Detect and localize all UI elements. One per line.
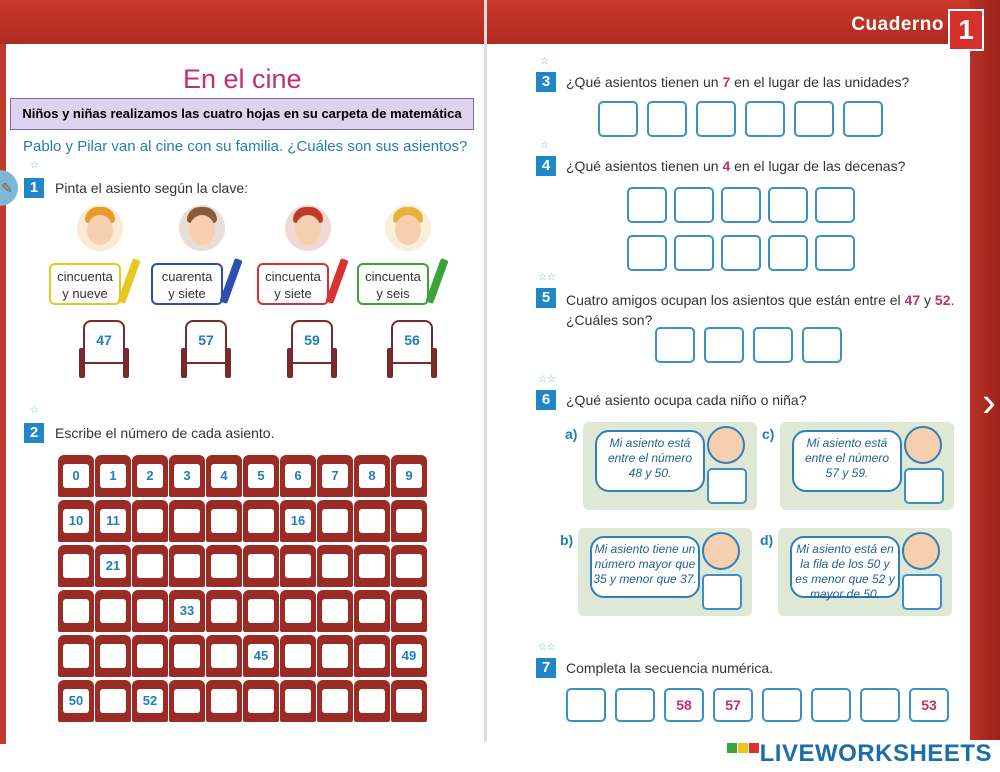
- star-icon: ☆: [30, 405, 39, 416]
- seat-number-box[interactable]: [211, 689, 237, 713]
- page-title: En el cine: [183, 64, 302, 94]
- speech-bubble: Mi asiento tiene un número mayor que 35 y menor que 37.: [590, 536, 700, 598]
- exercise-5-number: 5: [536, 288, 556, 308]
- seat-cell[interactable]: [206, 680, 242, 722]
- seat-cell[interactable]: [354, 545, 390, 587]
- child-face-icon: [904, 426, 942, 464]
- speech-bubble: Mi asiento está entre el número 48 y 50.: [595, 430, 705, 492]
- seat-number-box[interactable]: [137, 599, 163, 623]
- seat-cell[interactable]: [280, 545, 316, 587]
- sequence-box: 53: [909, 688, 949, 722]
- exercise-3-answer-box[interactable]: [696, 101, 736, 137]
- seat-grid: [58, 455, 434, 728]
- seat-number-box[interactable]: [322, 509, 348, 533]
- seat-cell[interactable]: [169, 680, 205, 722]
- seat-cell[interactable]: [243, 680, 279, 722]
- exercise-2-number: 2: [24, 423, 44, 443]
- seat-cell[interactable]: [317, 545, 353, 587]
- seat-cell[interactable]: [317, 680, 353, 722]
- sequence-box[interactable]: [811, 688, 851, 722]
- seat-cell[interactable]: [391, 590, 427, 632]
- pencil-icon: ✎: [0, 170, 18, 206]
- sequence-box[interactable]: [566, 688, 606, 722]
- seat-cell[interactable]: [206, 500, 242, 542]
- seat-number-box: 11: [100, 509, 126, 533]
- child-avatar: [355, 205, 431, 251]
- seat-number-box[interactable]: [174, 689, 200, 713]
- seat-number-box[interactable]: [211, 509, 237, 533]
- speech-panel: [780, 422, 954, 510]
- seat-number-box[interactable]: [248, 554, 274, 578]
- seat-number-box: 5: [248, 464, 274, 488]
- seat-cell: [95, 545, 131, 587]
- seat-number-box: 33: [174, 599, 200, 623]
- seat-number-box: 3: [174, 464, 200, 488]
- seat-number-box: 16: [285, 509, 311, 533]
- exercise-6-number: 6: [536, 390, 556, 410]
- logo-square-icon: [738, 743, 748, 753]
- seat-number-box[interactable]: [396, 689, 422, 713]
- exercise-7-number: 7: [536, 658, 556, 678]
- cuaderno-number: 1: [948, 9, 984, 51]
- seat-cell: [391, 455, 427, 497]
- exercise-4-text: ¿Qué asientos tienen un 4 en el lugar de las decenas?: [566, 158, 906, 174]
- seat-cell[interactable]: [280, 590, 316, 632]
- seat-number-box[interactable]: [248, 599, 274, 623]
- seat-cell[interactable]: [206, 635, 242, 677]
- seat-number-box[interactable]: [359, 509, 385, 533]
- seat-cell[interactable]: [391, 680, 427, 722]
- seat-number-box[interactable]: [359, 689, 385, 713]
- cinema-seat[interactable]: [387, 320, 437, 382]
- seat-number-box: 7: [322, 464, 348, 488]
- sequence-box[interactable]: [615, 688, 655, 722]
- seat-number-box[interactable]: [322, 554, 348, 578]
- seat-number-box[interactable]: [174, 509, 200, 533]
- seat-number-box[interactable]: [100, 644, 126, 668]
- color-key-card: cuarenta y siete: [151, 263, 223, 305]
- exercise-4-answer-box[interactable]: [815, 235, 855, 271]
- speech-panel: [778, 528, 952, 616]
- seat-number-box: 1: [100, 464, 126, 488]
- exercise-6-answer-box[interactable]: [904, 468, 944, 504]
- seat-cell: [132, 680, 168, 722]
- speech-bubble: Mi asiento está en la fila de los 50 y es menor que 52 y mayor de 50.: [790, 536, 900, 598]
- exercise-7-text: Completa la secuencia numérica.: [566, 660, 773, 676]
- exercise-5-answer-box[interactable]: [655, 327, 695, 363]
- seat-number-box[interactable]: [174, 644, 200, 668]
- seat-number-box[interactable]: [359, 644, 385, 668]
- child-avatar: [47, 205, 123, 251]
- stars-icon: ☆☆: [538, 272, 556, 283]
- exercise-3-answer-box[interactable]: [843, 101, 883, 137]
- seat-cell[interactable]: [354, 635, 390, 677]
- seat-cell: [243, 635, 279, 677]
- seat-number: 47: [96, 332, 112, 348]
- exercise-6-text: ¿Qué asiento ocupa cada niño o niña?: [566, 392, 807, 408]
- seat-cell: [280, 500, 316, 542]
- child-face-icon: [702, 532, 740, 570]
- cuaderno-label: Cuaderno: [851, 14, 944, 35]
- seat-cell[interactable]: [280, 680, 316, 722]
- speech-panel: [583, 422, 757, 510]
- seat-cell[interactable]: [317, 590, 353, 632]
- color-key-card: cincuenta y seis: [357, 263, 429, 305]
- exercise-4-number: 4: [536, 156, 556, 176]
- seat-cell: [206, 455, 242, 497]
- seat-cell: [58, 680, 94, 722]
- seat-cell: [169, 590, 205, 632]
- seat-number-box[interactable]: [285, 599, 311, 623]
- exercise-4-answer-box[interactable]: [768, 235, 808, 271]
- exercise-5-text: Cuatro amigos ocupan los asientos que están entre el 47 y 52. ¿Cuáles son?: [566, 292, 955, 328]
- exercise-3-answer-box[interactable]: [647, 101, 687, 137]
- seat-cell: [391, 635, 427, 677]
- child-avatar: [149, 205, 225, 251]
- seat-number-box[interactable]: [322, 599, 348, 623]
- sequence-box[interactable]: [762, 688, 802, 722]
- seat-cell: [243, 455, 279, 497]
- seat-number-box: 21: [100, 554, 126, 578]
- star-icon: ☆: [30, 160, 39, 171]
- intro-text: Pablo y Pilar van al cine con su familia. ¿Cuáles son sus asientos?: [23, 138, 468, 155]
- seat-cell[interactable]: [169, 635, 205, 677]
- seat-cell[interactable]: [58, 635, 94, 677]
- seat-cell[interactable]: [58, 590, 94, 632]
- sequence-box: 57: [713, 688, 753, 722]
- seat-number-box[interactable]: [285, 689, 311, 713]
- seat-number-box[interactable]: [174, 554, 200, 578]
- exercise-6-answer-box[interactable]: [707, 468, 747, 504]
- seat-cell[interactable]: [132, 500, 168, 542]
- seat-cell[interactable]: [132, 545, 168, 587]
- book-spine: [484, 0, 487, 742]
- seat-cell[interactable]: [391, 500, 427, 542]
- star-icon: ☆: [540, 140, 549, 151]
- seat-number-box[interactable]: [248, 689, 274, 713]
- exercise-4-answer-box[interactable]: [627, 235, 667, 271]
- seat-cell: [354, 455, 390, 497]
- stars-icon: ☆☆: [538, 374, 556, 385]
- child-avatar: [255, 205, 331, 251]
- seat-number-box: 50: [63, 689, 89, 713]
- seat-cell: [95, 500, 131, 542]
- child-face-icon: [902, 532, 940, 570]
- cinema-seat[interactable]: [79, 320, 129, 382]
- exercise-4-answer-box[interactable]: [627, 187, 667, 223]
- seat-number-box[interactable]: [137, 554, 163, 578]
- seat-cell[interactable]: [317, 500, 353, 542]
- seat-number: 56: [404, 332, 420, 348]
- seat-number-box[interactable]: [63, 554, 89, 578]
- exercise-3-answer-box[interactable]: [745, 101, 785, 137]
- seat-cell[interactable]: [132, 590, 168, 632]
- seat-number-box[interactable]: [359, 554, 385, 578]
- logo-square-icon: [749, 743, 759, 753]
- exercise-4-answer-box[interactable]: [674, 235, 714, 271]
- seat-number-box[interactable]: [285, 554, 311, 578]
- seat-cell[interactable]: [243, 590, 279, 632]
- seat-cell: [58, 455, 94, 497]
- seat-cell[interactable]: [354, 680, 390, 722]
- seat-cell[interactable]: [169, 500, 205, 542]
- exercise-4-answer-box[interactable]: [721, 235, 761, 271]
- seat-cell[interactable]: [317, 635, 353, 677]
- exercise-1-text: Pinta el asiento según la clave:: [55, 180, 249, 196]
- exercise-3-text: ¿Qué asientos tienen un 7 en el lugar de las unidades?: [566, 74, 910, 90]
- exercise-3-answer-box[interactable]: [794, 101, 834, 137]
- seat-number-box: 45: [248, 644, 274, 668]
- next-page-arrow-icon[interactable]: ›: [982, 378, 996, 425]
- seat-number: 59: [304, 332, 320, 348]
- seat-cell[interactable]: [280, 635, 316, 677]
- seat-number-box[interactable]: [285, 644, 311, 668]
- cinema-seat[interactable]: [181, 320, 231, 382]
- exercise-3-answer-box[interactable]: [598, 101, 638, 137]
- seat-cell[interactable]: [95, 635, 131, 677]
- cinema-seat[interactable]: [287, 320, 337, 382]
- color-key-card: cincuenta y siete: [257, 263, 329, 305]
- exercise-5-answer-box[interactable]: [704, 327, 744, 363]
- instruction-banner: Niños y niñas realizamos las cuatro hojas en su carpeta de matemática: [10, 98, 474, 130]
- seat-cell[interactable]: [169, 545, 205, 587]
- seat-number-box: 10: [63, 509, 89, 533]
- seat-number-box: 2: [137, 464, 163, 488]
- star-icon: ☆: [540, 56, 549, 67]
- seat-cell: [58, 500, 94, 542]
- seat-number-box[interactable]: [211, 554, 237, 578]
- seat-number-box: 52: [137, 689, 163, 713]
- seat-cell[interactable]: [354, 500, 390, 542]
- seat-number-box: 9: [396, 464, 422, 488]
- bubble-letter: a): [565, 426, 578, 442]
- seat-cell: [169, 455, 205, 497]
- seat-number-box[interactable]: [396, 509, 422, 533]
- child-face-icon: [707, 426, 745, 464]
- seat-number-box[interactable]: [100, 599, 126, 623]
- sequence-box[interactable]: [860, 688, 900, 722]
- stars-icon: ☆☆: [538, 642, 556, 653]
- speech-panel: [578, 528, 752, 616]
- seat-number-box[interactable]: [396, 554, 422, 578]
- bubble-letter: d): [760, 532, 774, 548]
- seat-number-box: 8: [359, 464, 385, 488]
- seat-number-box[interactable]: [63, 644, 89, 668]
- seat-cell[interactable]: [391, 545, 427, 587]
- exercise-4-answer-box[interactable]: [768, 187, 808, 223]
- seat-cell[interactable]: [243, 500, 279, 542]
- seat-number-box: 4: [211, 464, 237, 488]
- exercise-6-answer-box[interactable]: [702, 574, 742, 610]
- seat-number-box: 6: [285, 464, 311, 488]
- speech-bubble: Mi asiento está entre el número 57 y 59.: [792, 430, 902, 492]
- color-key-card: cincuenta y nueve: [49, 263, 121, 305]
- seat-cell[interactable]: [206, 545, 242, 587]
- seat-number-box[interactable]: [100, 689, 126, 713]
- seat-cell[interactable]: [95, 590, 131, 632]
- seat-cell[interactable]: [243, 545, 279, 587]
- seat-number-box[interactable]: [211, 599, 237, 623]
- seat-cell[interactable]: [132, 635, 168, 677]
- right-edge-bar: [970, 0, 1000, 740]
- bubble-letter: c): [762, 426, 775, 442]
- liveworksheets-logo: LIVEWORKSHEETS: [727, 740, 992, 768]
- seat-number-box[interactable]: [322, 689, 348, 713]
- exercise-5-answer-box[interactable]: [802, 327, 842, 363]
- exercise-4-answer-box[interactable]: [674, 187, 714, 223]
- seat-number-box[interactable]: [359, 599, 385, 623]
- exercise-4-answer-box[interactable]: [815, 187, 855, 223]
- seat-number-box: 49: [396, 644, 422, 668]
- sequence-box: 58: [664, 688, 704, 722]
- seat-cell: [280, 455, 316, 497]
- exercise-2-text: Escribe el número de cada asiento.: [55, 425, 275, 441]
- seat-number-box[interactable]: [211, 644, 237, 668]
- seat-number-box[interactable]: [396, 599, 422, 623]
- exercise-4-answer-box[interactable]: [721, 187, 761, 223]
- seat-cell: [95, 455, 131, 497]
- seat-number-box[interactable]: [248, 509, 274, 533]
- exercise-3-number: 3: [536, 72, 556, 92]
- exercise-5-answer-box[interactable]: [753, 327, 793, 363]
- seat-number: 57: [198, 332, 214, 348]
- seat-cell[interactable]: [206, 590, 242, 632]
- seat-cell[interactable]: [354, 590, 390, 632]
- seat-cell[interactable]: [95, 680, 131, 722]
- seat-cell: [317, 455, 353, 497]
- seat-number-box[interactable]: [137, 509, 163, 533]
- bubble-letter: b): [560, 532, 574, 548]
- seat-number-box: 0: [63, 464, 89, 488]
- seat-number-box[interactable]: [322, 644, 348, 668]
- logo-square-icon: [727, 743, 737, 753]
- seat-cell: [132, 455, 168, 497]
- seat-number-box[interactable]: [137, 644, 163, 668]
- seat-number-box[interactable]: [63, 599, 89, 623]
- top-bar: [0, 0, 1000, 44]
- exercise-6-answer-box[interactable]: [902, 574, 942, 610]
- seat-cell[interactable]: [58, 545, 94, 587]
- exercise-1-number: 1: [24, 178, 44, 198]
